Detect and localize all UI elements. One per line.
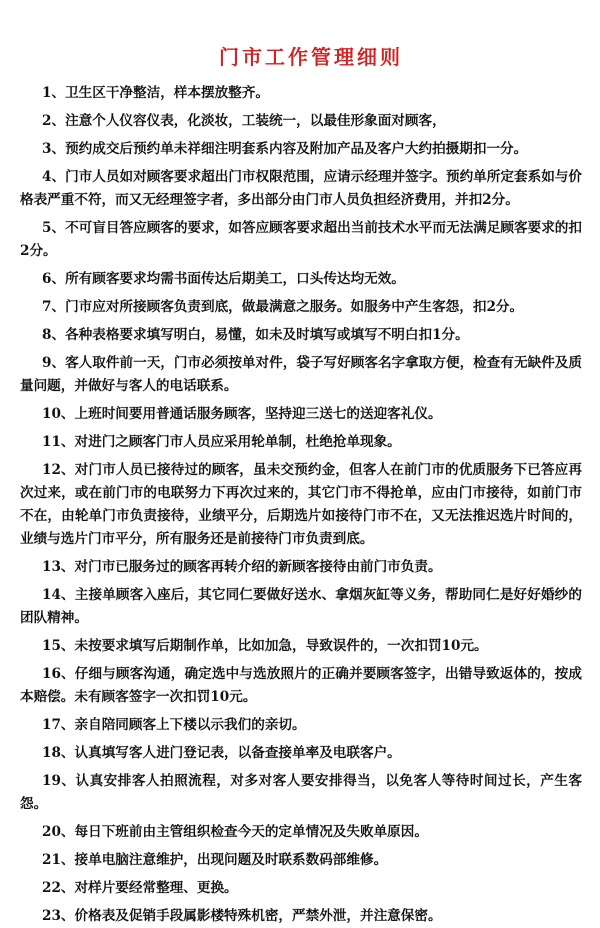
rule-text: 不可盲目答应顾客的要求，如答应顾客要求超出当前技术水平而无法满足顾客要求的扣2分。 bbox=[20, 220, 582, 259]
rule-item bbox=[20, 849, 582, 872]
rule-number: 18、 bbox=[42, 745, 75, 761]
rule-number: 20、 bbox=[42, 824, 75, 840]
rule-text: 所有顾客要求均需书面传达后期美工，口头传达均无效。 bbox=[65, 271, 405, 287]
rule-text: 对门市人员已接待过的顾客，虽未交预约金，但客人在前门市的优质服务下已答应再次过来，或在前门市的电联努力下再次过来的，其它门市不得抢单，应由门市接待，如前门市不在，由轮单门市负责接待，业绩平分，后期选片如接待门市不在，又无法推迟选片时间的，业绩与选片门市平分，所有服务还是前接待门市负责到底。 bbox=[20, 462, 582, 547]
rule-text: 接单电脑注意维护，出现问题及时联系数码部维修。 bbox=[74, 852, 388, 868]
rule-item bbox=[20, 877, 582, 900]
rule-number: 19、 bbox=[42, 773, 76, 789]
rule-text: 亲自陪同顾客上下楼以示我们的亲切。 bbox=[74, 717, 306, 733]
rule-number: 10、 bbox=[42, 406, 75, 422]
rule-number: 14、 bbox=[42, 587, 75, 603]
rule-item bbox=[20, 905, 582, 928]
rule-number: 6、 bbox=[42, 271, 66, 287]
rule-number: 13、 bbox=[42, 559, 75, 575]
rule-item bbox=[20, 82, 582, 105]
rule-text: 主接单顾客入座后，其它同仁要做好送水、拿烟灰缸等义务，帮助同仁是好好婚纱的团队精神。 bbox=[20, 587, 582, 626]
rule-item bbox=[20, 324, 582, 347]
rule-text: 卫生区干净整洁，样本摆放整齐。 bbox=[65, 85, 269, 101]
rule-number: 17、 bbox=[42, 717, 75, 733]
rule-number: 4、 bbox=[42, 169, 66, 185]
rule-item bbox=[20, 635, 582, 658]
rule-number: 15、 bbox=[42, 638, 75, 654]
rule-number: 5、 bbox=[42, 220, 66, 236]
rule-item bbox=[20, 714, 582, 737]
rule-text: 对门市已服务过的顾客再转介绍的新顾客接待由前门市负责。 bbox=[74, 559, 442, 575]
rule-text: 门市应对所接顾客负责到底，做最满意之服务。如服务中产生客怨，扣2分。 bbox=[65, 299, 524, 315]
rule-text: 客人取件前一天，门市必须按单对件，袋子写好顾客名字拿取方便，检查有无缺件及质量问题，并做好与客人的电话联系。 bbox=[20, 355, 582, 394]
rule-item bbox=[20, 403, 582, 426]
rule-item bbox=[20, 556, 582, 579]
rule-number: 21、 bbox=[42, 852, 75, 868]
rule-text: 注意个人仪容仪表，化淡妆，工装统一，以最佳形象面对顾客， bbox=[65, 113, 446, 129]
rule-item bbox=[20, 663, 582, 709]
rule-item bbox=[20, 268, 582, 291]
rule-number: 23、 bbox=[42, 908, 75, 924]
rule-number: 8、 bbox=[42, 327, 66, 343]
rule-number: 7、 bbox=[42, 299, 66, 315]
rule-item bbox=[20, 352, 582, 398]
rule-number: 2、 bbox=[42, 113, 66, 129]
rules-list bbox=[20, 82, 583, 928]
rule-text: 每日下班前由主管组织检查今天的定单情况及失败单原因。 bbox=[74, 824, 428, 840]
rule-text: 门市人员如对顾客要求超出门市权限范围，应请示经理并签字。预约单所定套系如与价格表严重不符，而又无经理签字者，多出部分由门市人员负担经济费用，并扣2分。 bbox=[20, 169, 582, 208]
rule-item bbox=[20, 821, 582, 844]
rule-text: 未按要求填写后期制作单，比如加急，导致误件的，一次扣罚10元。 bbox=[74, 638, 488, 654]
rule-item bbox=[20, 217, 582, 263]
rule-text: 对样片要经常整理、更换。 bbox=[74, 880, 238, 896]
rule-item bbox=[20, 296, 582, 319]
rule-item bbox=[20, 166, 582, 212]
rule-number: 9、 bbox=[42, 355, 66, 371]
rule-item bbox=[20, 138, 582, 161]
rule-text: 认真安排客人拍照流程，对多对客人要安排得当，以免客人等待时间过长，产生客怨。 bbox=[20, 773, 583, 812]
rule-number: 22、 bbox=[42, 880, 75, 896]
rule-item bbox=[20, 459, 582, 551]
rule-text: 预约成交后预约单未祥细注明套系内容及附加产品及客户大约拍摄期扣一分。 bbox=[65, 141, 528, 157]
rule-number: 16、 bbox=[42, 666, 75, 682]
rule-text: 仔细与顾客沟通，确定选中与选放照片的正确并要顾客签字，出错导致返体的，按成本赔偿。未有顾客签字一次扣罚10元。 bbox=[20, 666, 582, 705]
rule-item bbox=[20, 584, 582, 630]
page-title: 门市工作管理细则 bbox=[219, 45, 403, 69]
rule-item bbox=[20, 431, 582, 454]
rule-text: 各种表格要求填写明白，易懂，如未及时填写或填写不明白扣1分。 bbox=[65, 327, 469, 343]
rule-item bbox=[20, 770, 582, 816]
rule-text: 价格表及促销手段属影楼特殊机密，严禁外泄，并注意保密。 bbox=[74, 908, 442, 924]
rule-item bbox=[20, 742, 582, 765]
rule-number: 11、 bbox=[42, 434, 75, 450]
rule-text: 对进门之顾客门市人员应采用轮单制，杜绝抢单现象。 bbox=[74, 434, 401, 450]
rule-text: 认真填写客人进门登记表，以备查接单率及电联客户。 bbox=[74, 745, 401, 761]
rule-number: 1、 bbox=[42, 85, 66, 101]
rule-item bbox=[20, 110, 582, 133]
rule-number: 12、 bbox=[42, 462, 75, 478]
rule-text: 上班时间要用普通话服务顾客，坚持迎三送七的送迎客礼仪。 bbox=[74, 406, 442, 422]
rule-number: 3、 bbox=[42, 141, 66, 157]
